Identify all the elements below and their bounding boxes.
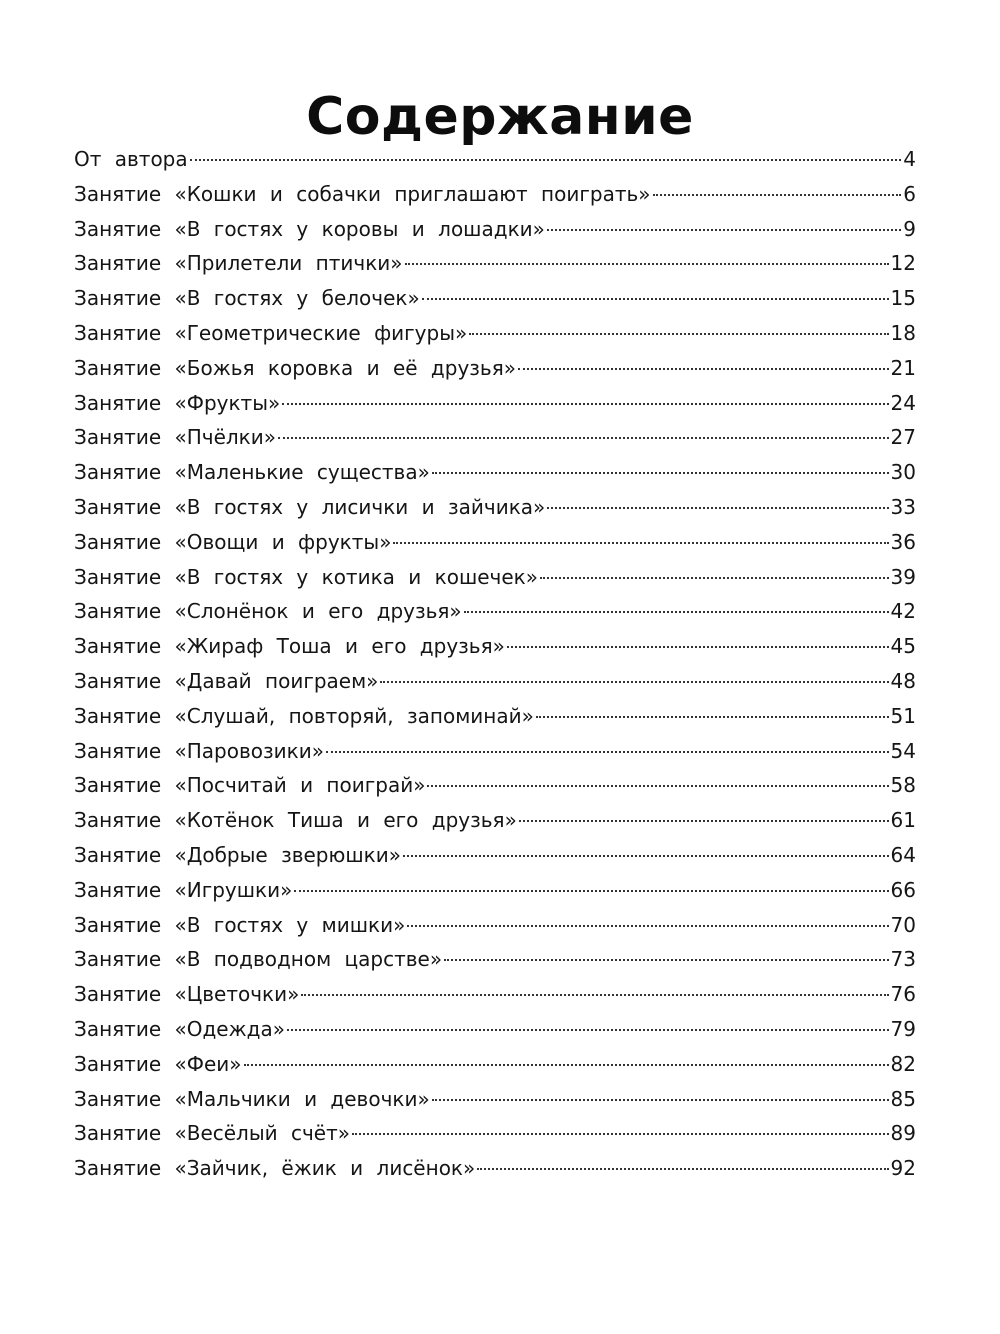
toc-entry-page-number: 79 (890, 1016, 916, 1041)
toc-entry-page-number: 39 (890, 564, 916, 589)
dot-leader (477, 1168, 888, 1170)
dot-leader (301, 994, 888, 996)
dot-leader (444, 959, 888, 961)
toc-entry-page-number: 92 (890, 1156, 916, 1181)
toc-entry-page-number: 85 (890, 1086, 916, 1111)
dot-leader (507, 646, 889, 648)
toc-entry-page-number: 24 (890, 390, 916, 415)
toc-entry-title: Занятие «Котёнок Тиша и его друзья» (74, 808, 517, 833)
toc-entry-title: Занятие «В подводном царстве» (74, 947, 443, 972)
dot-leader (326, 751, 889, 753)
toc-entry (74, 977, 916, 1012)
toc-entry-title: Занятие «Маленькие существа» (74, 460, 430, 485)
dot-leader (282, 403, 888, 405)
dot-leader (407, 925, 888, 927)
toc-entry-page-number: 15 (890, 286, 916, 311)
toc-entry-title: Занятие «Игрушки» (74, 877, 293, 902)
toc-entry-title: Занятие «Слонёнок и его друзья» (74, 599, 462, 624)
toc-entry (74, 734, 916, 769)
dot-leader (278, 437, 889, 439)
toc-entry-page-number: 42 (890, 599, 916, 624)
dot-leader (469, 333, 888, 335)
toc-entry-title: Занятие «В гостях у лисички и зайчика» (74, 494, 546, 519)
dot-leader (422, 298, 889, 300)
toc-entry-title: Занятие «Божья коровка и её друзья» (74, 355, 516, 380)
toc-entry-title: Занятие «Посчитай и поиграй» (74, 773, 426, 798)
toc-entry-title: Занятие «Цветочки» (74, 982, 300, 1007)
toc-entry-page-number: 61 (890, 808, 916, 833)
toc-entry (74, 664, 916, 699)
toc-entry-title: Занятие «В гостях у белочек» (74, 286, 420, 311)
toc-entry-page-number: 66 (890, 877, 916, 902)
toc-entry-title: Занятие «В гостях у коровы и лошадки» (74, 216, 545, 241)
toc-entry (74, 281, 916, 316)
toc-entry-page-number: 12 (890, 251, 916, 276)
toc-entry (74, 177, 916, 212)
toc-entry-title: Занятие «Давай поиграем» (74, 668, 379, 693)
toc-entry-page-number: 89 (890, 1121, 916, 1146)
toc-entry-page-number: 6 (903, 181, 916, 206)
toc-entry-title: Занятие «Паровозики» (74, 738, 324, 763)
toc-entry-title: Занятие «Слушай, повторяй, запоминай» (74, 703, 534, 728)
dot-leader (536, 716, 889, 718)
dot-leader (287, 1029, 889, 1031)
toc-entry-title: Занятие «В гостях у мишки» (74, 912, 406, 937)
toc-entry-title: От автора (74, 147, 188, 171)
toc-entry-page-number: 70 (890, 912, 916, 937)
toc-entry-title: Занятие «В гостях у котика и кошечек» (74, 564, 538, 589)
dot-leader (653, 194, 902, 196)
toc-entry (74, 420, 916, 455)
dot-leader (294, 890, 888, 892)
toc-entry (74, 803, 916, 838)
toc-entry-page-number: 21 (890, 355, 916, 380)
toc-entry-page-number: 73 (890, 947, 916, 972)
dot-leader (393, 542, 888, 544)
toc-entry-title: Занятие «Жираф Тоша и его друзья» (74, 634, 505, 659)
table-of-contents (74, 142, 916, 1186)
toc-entry-title: Занятие «Пчёлки» (74, 425, 276, 450)
toc-entry-title: Занятие «Фрукты» (74, 390, 281, 415)
toc-entry-page-number: 82 (890, 1051, 916, 1076)
toc-entry (74, 838, 916, 873)
toc-entry-title: Занятие «Зайчик, ёжик и лисёнок» (74, 1156, 476, 1181)
dot-leader (547, 507, 888, 509)
toc-entry (74, 490, 916, 525)
dot-leader (547, 229, 901, 231)
toc-entry-title: Занятие «Кошки и собачки приглашают поиграть» (74, 181, 651, 206)
dot-leader (352, 1133, 889, 1135)
toc-entry-page-number: 51 (890, 703, 916, 728)
toc-entry-page-number: 30 (890, 460, 916, 485)
toc-entry-page-number: 36 (890, 529, 916, 554)
toc-entry (74, 594, 916, 629)
toc-entry (74, 351, 916, 386)
toc-entry-page-number: 18 (890, 320, 916, 345)
toc-entry-title: Занятие «Мальчики и девочки» (74, 1086, 430, 1111)
toc-entry-page-number: 9 (903, 216, 916, 241)
dot-leader (432, 1099, 889, 1101)
toc-entry-title: Занятие «Геометрические фигуры» (74, 320, 468, 345)
toc-entry (74, 212, 916, 247)
dot-leader (464, 611, 889, 613)
toc-entry (74, 142, 916, 177)
toc-entry (74, 455, 916, 490)
toc-entry-page-number: 48 (890, 668, 916, 693)
toc-entry-page-number: 4 (903, 147, 916, 171)
toc-entry (74, 246, 916, 281)
toc-entry (74, 560, 916, 595)
dot-leader (518, 368, 889, 370)
toc-entry (74, 629, 916, 664)
toc-entry-title: Занятие «Феи» (74, 1051, 242, 1076)
toc-entry-title: Занятие «Добрые зверюшки» (74, 842, 401, 867)
toc-entry-page-number: 76 (890, 982, 916, 1007)
dot-leader (405, 263, 889, 265)
toc-entry (74, 1047, 916, 1082)
dot-leader (380, 681, 888, 683)
toc-entry (74, 525, 916, 560)
toc-entry (74, 386, 916, 421)
dot-leader (519, 820, 889, 822)
dot-leader (540, 577, 889, 579)
toc-entry (74, 699, 916, 734)
toc-entry-page-number: 64 (890, 842, 916, 867)
dot-leader (427, 785, 888, 787)
toc-entry-page-number: 33 (890, 494, 916, 519)
dot-leader (190, 159, 902, 161)
page-title: Содержание (306, 86, 694, 147)
dot-leader (403, 855, 889, 857)
toc-entry-page-number: 27 (890, 425, 916, 450)
toc-entry (74, 768, 916, 803)
toc-entry (74, 1012, 916, 1047)
toc-entry (74, 908, 916, 943)
toc-entry (74, 1151, 916, 1186)
toc-entry-title: Занятие «Весёлый счёт» (74, 1121, 350, 1146)
toc-entry-title: Занятие «Прилетели птички» (74, 251, 403, 276)
toc-entry-page-number: 58 (890, 773, 916, 798)
toc-entry (74, 316, 916, 351)
toc-entry-title: Занятие «Одежда» (74, 1016, 285, 1041)
dot-leader (244, 1064, 889, 1066)
toc-entry (74, 942, 916, 977)
toc-entry-page-number: 54 (890, 738, 916, 763)
toc-entry (74, 1082, 916, 1117)
toc-entry-title: Занятие «Овощи и фрукты» (74, 529, 392, 554)
toc-entry (74, 1116, 916, 1151)
toc-entry (74, 873, 916, 908)
toc-entry-page-number: 45 (890, 634, 916, 659)
dot-leader (432, 472, 889, 474)
